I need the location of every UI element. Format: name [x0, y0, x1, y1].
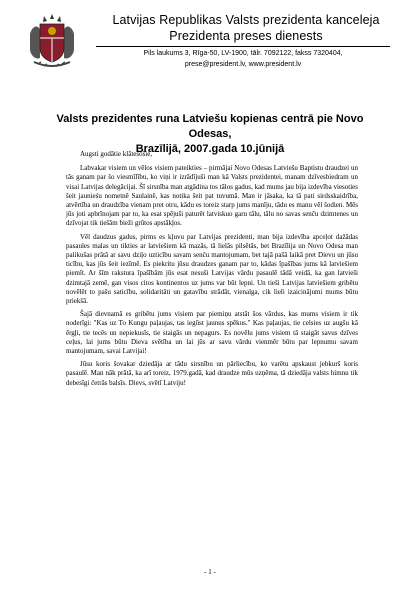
paragraph-4: Jūsu koris šovakar dziedāja ar tādu sirsnību un pārliecību, ko varētu apskaust jebkurš koris pasaulē. Man nāk prātā, ka arī toreiz, 1979.gadā, kad draudze mūs uzņēma, tā dziedāja valsts himnu tik debesīgi četrās balsīs. Dievs, svētī Latviju!	[66, 360, 358, 387]
title-line-2: Brazīlijā, 2007.gada 10.jūnijā	[135, 143, 285, 155]
address-line: Pils laukums 3, Rīga-50, LV-1900, tālr. 7092122, fakss 7320404,	[143, 50, 343, 57]
paragraph-2: Vēl daudzus gadus, pirms es kļuvu par Latvijas prezidenti, man bija izdevība apceļot dažādas pasaules malas un tikties ar latviešiem kā mazās, tā lielās pilsētās, bet Brazīlija un Novo Odesa man palikušas prātā ar savu dziļo uzticību savam senču mantojumam, bet tajā pašā laikā pret Dievu un jūsu ticību, kas jūs šeit iezīmē. Es piekritu jūsu draudzes ganam par to, kādas īpašības jums kā latviešiem piemīt. Ar šīm rakstura īpašībām jūs esat nesuši Latvijas vārdu pasaulē tādā veidā, ka gan latvieši dzimtajā zemē, gan visos citos kontinentos uz jums var būt lepni. Un tieši Latvijas latviešiem gribētu novēlēt to pašu saticību, solidaritāti un gatavību strādāt, vienalga, cik lieli izaicinājumi mums būtu priekšā.	[66, 232, 358, 306]
letterhead-divider	[96, 46, 390, 47]
title-line-1: Valsts prezidentes runa Latviešu kopienas centrā pie Novo Odesas,	[56, 113, 364, 140]
email-web-line: prese@president.lv, www.president.lv	[184, 61, 302, 68]
page-number: - 1 -	[204, 568, 216, 576]
paragraph-1: Labvakar visiem un vēlos visiem pateikties – pirmājai Novo Odesas Latviešu Baptistu draudzei un tās ganam par šo viesmīlību, ko viņi ir izrādījuši man kā Valsts prezidentei, manam dzīvesbiedram un visai Latvijas delegācijai. Šī sirsnība man atgādina tos tālos gadus, kad mums jau bija izdevība viesoties šeit jaunieśu nometnē Saulainē, kas notika šeit pat tuvumā. Man ir jāsaka, ka tā pati sirdsskaidrība, atvērtība un draudzība vienam pret otru, kādu es toreiz starp jums manīju, tādu es manu vēl šodien. Mēs jūs joti apbrīnojam par to, ka esat spējuši paturēt latviskuo garu tālu, tālu no savas senču dzimtenes un dzīvojat tik tiešām bieži grūtos apstākļos.	[66, 164, 358, 228]
service-name: Prezidenta preses dienests	[169, 29, 323, 43]
office-name: Latvijas Republikas Valsts prezidenta kanceleja	[112, 13, 380, 27]
contact-info	[96, 48, 390, 70]
paragraph-3: Šajā dievnamā es gribētu jums visiem par piemiņu atstāt šos vārdus, kas mums visiem ir tik noderīgi: "Kas uz To Kungu paļaujas, tas iegūst jaunus spēkus." Kas paļaujas, tie celsies uz augšu kā ērgļi, tie tecēs un nepiekusīs, tie staigās un nepagurs. Es novēlu jums visiem tā staigāt savus dzīves ceļus, lai jums būtu Dieva svētība un lai jūs ar savu vārdu vienmēr būtu par lepnumu savam mantojumam, savai Latvijai!	[66, 310, 358, 356]
greeting: Augsti godātie klātesošie,	[80, 150, 153, 158]
coat-of-arms-icon	[28, 12, 76, 70]
speech-body	[66, 150, 358, 392]
letterhead	[96, 12, 396, 44]
